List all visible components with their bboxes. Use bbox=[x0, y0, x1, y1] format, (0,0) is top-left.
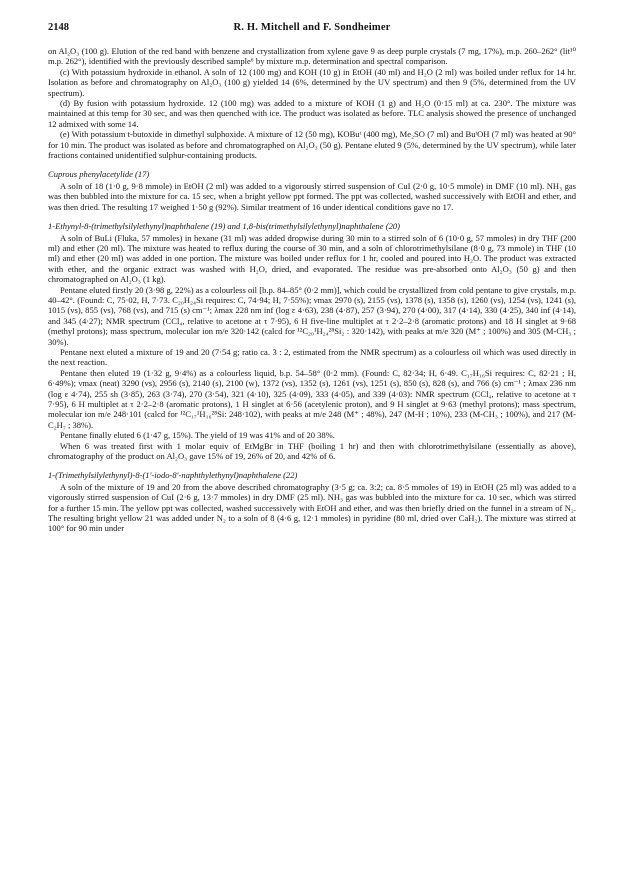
section-heading-cuprous-phenylacetylide: Cuprous phenylacetylide (17) bbox=[48, 169, 150, 180]
paragraph-c: (c) With potassium hydroxide in ethanol. A soln of 12 (100 mg) and KOH (10 g) in EtOH (40 ml) and H₂O (2 ml) was boiled under reflux for 14 hr. Isolation as before and chromatography on Al₂O₃ (100 g) yielded 14 (6%, determined by the UV spectrum) and then 9 (5%, determined from the UV spectrum). bbox=[48, 66, 576, 98]
running-title: R. H. Mitchell and F. Sondheimer bbox=[233, 22, 391, 33]
page-header bbox=[48, 22, 576, 40]
section-heading-iodo-naphthylethynyl: 1-(Trimethylsilylethynyl)-8-(1′-iodo-8′-naphthylethynyl)naphthalene (22) bbox=[48, 470, 298, 481]
section-paragraph: Pentane finally eluted 6 (1·47 g, 15%). The yield of 19 was 41% and of 20 38%. bbox=[60, 430, 335, 441]
section-paragraph: Pentane eluted firstly 20 (3·98 g, 22%) as a colourless oil [b.p. 84–85° (0·2 mm)], which could be crystallized from cold pentane to give crystals, m.p. 40–42°. (Found: C, 75·02, H, 7·73. C₂₀H₂₄Si requires: C, 74·94; H, 7·55%); νmax 2970 (s), 2155 (vs), 1378 (s), 1358 (s), 1260 (vs), 1254 (vs), 1241 (s), 1015 (vs), 855 (vs), 768 (vs), and 715 (s) cm⁻¹; λmax 228 nm inf (log ε 4·63), 238 (4·87), 257 (3·94), 270 (4·00), 317 (4·14), 330 (4·25), 340 inf (4·14), and 345 (4·27); NMR spectrum (CCl₄, relative to acetone at τ 7·95), 6 H five-line multiplet at τ 2·2–2·8 (aromatic protons) and 18 H singlet at 9·68 (methyl protons); mass spectrum, molecular ion m/e 320·142 (calcd for ¹²C₂₀¹H₂₄²⁸Si₂ : 320·142), with peaks at m/e 320 (M⁺ ; 100%) and 305 (M-CH₃ ; 30%). bbox=[48, 284, 576, 347]
section-paragraph: Pentane then eluted 19 (1·32 g, 9·4%) as a colourless liquid, b.p. 54–58° (0·2 mm). (Found: C, 82·34; H, 6·49. C₁₇H₁₆Si requires: C, 82·21 ; H, 6·49%); νmax (neat) 3290 (vs), 2956 (s), 2140 (s), 2100 (w), 1372 (vs), 1352 (s), 1261 (vs), 1251 (s), 850 (s), 828 (s), and 766 (s) cm⁻¹ ; λmax 236 nm (log ε 4·74), 255 sh (3·85), 263 (3·74), 270 (3·54), 321 (4·10), 325 (4·09), 333 (4·05), and 339 (4·03): NMR spectrum (CCl₄, relative to acetone at τ 7·95), 6 H multiplet at τ 2·2–2·8 (aromatic protons), 1 H singlet at 6·56 (acetylenic proton), and 9 H singlet at 9·63 (methyl protons); mass spectrum, molecular ion m/e 248·101 (calcd for ¹²C₁₇¹H₁₆²⁸Si: 248·102), with peaks at m/e 248 (M⁺ ; 48%), 247 (M-H ; 10%), 233 (M-CH₃ ; 100%), and 217 (M-C₂H₇ ; 38%). bbox=[48, 367, 576, 430]
page-number: 2148 bbox=[48, 22, 69, 33]
article-body bbox=[48, 46, 576, 534]
paragraph-d: (d) By fusion with potassium hydroxide. 12 (100 mg) was added to a mixture of KOH (1 g) and H₂O (0·15 ml) at ca. 230°. The mixture was maintained at this temp for 30 sec, and was then quenched with ice. The product was isolated as before. TLC analysis showed the presence of unchanged 12 admixed with some 14. bbox=[48, 98, 576, 129]
section-paragraph: A soln of 18 (1·0 g, 9·8 mmole) in EtOH (2 ml) was added to a vigorously stirred suspension of CuI (2·0 g, 10·5 mmole) in DMF (10 ml). NH₃ gas was then bubbled into the mixture for ca. 15 sec, when a bright yellow ppt formed. The ppt was collected, washed successively with EtOH and ether, and was then dried. The resulting 17 weighed 1·50 g (92%). Similar treatment of 16 under identical conditions gave no 17. bbox=[48, 180, 576, 212]
continued-paragraph: on Al₂O₃ (100 g). Elution of the red band with benzene and crystallization from xylene gave 9 as deep purple crystals (7 mg, 17%), m.p. 260–262° (lit¹⁰ m.p. 262°), identified with the previously described sample⁶ by mixture m.p. determination and spectral comparison. bbox=[48, 46, 576, 67]
section-heading-ethynyl-naphthalene: 1-Ethynyl-8-(trimethylsilylethynyl)naphthalene (19) and 1,8-bis(trimethylsilylethynyl)naphthalene (20) bbox=[48, 221, 400, 232]
paragraph-e: (e) With potassium t-butoxide in dimethyl sulphoxide. A mixture of 12 (50 mg), KOBuᵗ (400 mg), Me₂SO (7 ml) and BuᵗOH (7 ml) was heated at 90° for 10 min. The product was isolated as before and chromatographed on Al₂O₃ (50 g). Pentane eluted 9 (5%, determined by the UV spectrum), while later fractions contained unidentified sulphur-containing products. bbox=[48, 129, 576, 161]
section-paragraph: A soln of BuLi (Fluka, 57 mmoles) in hexane (31 ml) was added dropwise during 30 min to a stirred soln of 6 (10·0 g, 57 mmoles) in dry THF (200 ml) and ether (20 ml). The mixture was heated to reflux during the course of 30 min, and a soln of chlorotrimethylsilane (8·0 g, 73 mmole) in THF (10 ml) and ether (20 ml) was added in one portion. The mixture was boiled under reflux for 1 hr, cooled and poured into H₂O. The product was extracted with ether, and the organic extract was washed with H₂O, dried, and evaporated. The residue was pre-absorbed onto Al₂O₃ (50 g) and then chromatographed on Al₂O₃ (1 kg). bbox=[48, 232, 576, 285]
section-paragraph: When 6 was treated first with 1 molar equiv of EtMgBr in THF (boiling 1 hr) and then with chlorotrimethylsilane (essentially as above), chromatography of the product on Al₂O₃ gave 15% of 19, 26% of 20, and 42% of 6. bbox=[48, 440, 576, 462]
section-paragraph: Pentane next eluted a mixture of 19 and 20 (7·54 g; ratio ca. 3 : 2, estimated from the NMR spectrum) as a colourless oil which was used directly in the next reaction. bbox=[48, 346, 576, 368]
section-paragraph: A soln of the mixture of 19 and 20 from the above described chromatography (3·5 g; ca. 3:2; ca. 8·5 mmoles of 19) in EtOH (25 ml) was added to a vigorously stirred suspension of CuI (2·6 g, 13·7 mmoles) in dry DMF (25 ml). NH₃ gas was bubbled into the mixture for ca. 10 sec, which was stirred for a further 15 min. The yellow ppt was collected, washed successively with EtOH and ether, and was then briefly dried on the funnel in a stream of N₂. The resulting bright yellow 21 was added under N₂ to a soln of 8 (4·6 g, 12·1 mmoles) in pyridine (80 ml, dried over CaH₂). The mixture was stirred at 100° for 90 min under bbox=[48, 481, 576, 534]
